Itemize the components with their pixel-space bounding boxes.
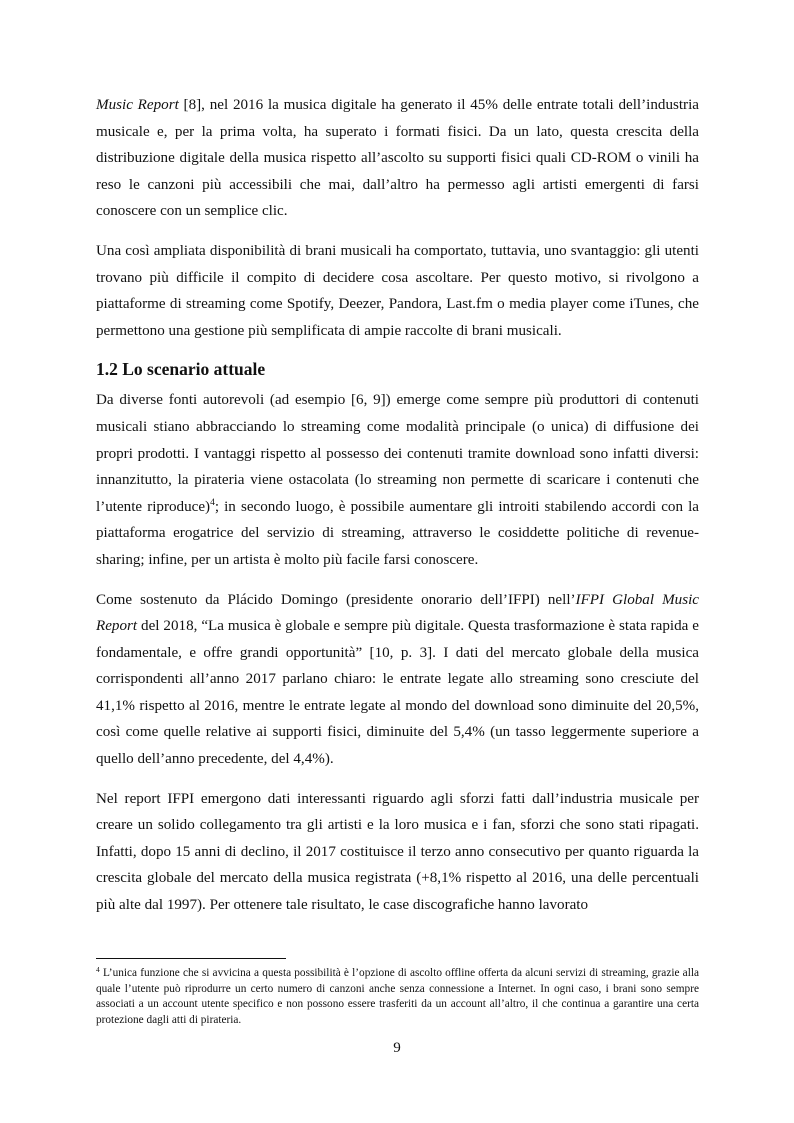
italic-title: Music Report [96,97,179,113]
page-body [96,92,699,932]
footnote-divider [96,958,286,959]
footnote-text: L’unica funzione che si avvicina a questa possibilità è l’opzione di ascolto offline offerta da alcuni servizi di streaming, grazie alla quale l’utente può riprodurre un certo numero di canzoni anche senza connessione a Internet. In ogni caso, i brani sono sempre associati a un account utente specifico e non possono essere trasferiti da un account all’altro, il che continua a garantire una certa protezione dagli atti di pirateria. [96,967,699,1026]
footnote-reference[interactable]: 4 [210,497,215,508]
paragraph-4 [96,587,699,773]
paragraph-4-text-b: del 2018, “La musica è globale e sempre più digitale. Questa trasformazione è stata rapida e fondamentale, e offre grandi opportunità” [10, p. 3]. I dati del mercato globale della musica corrispondenti all’anno 2017 parlano chiaro: le entrate legate allo streaming sono cresciute del 41,1% rispetto al 2016, mentre le entrate legate al mondo del download sono diminuite del 20,5%, così come quelle relative ai supporti fisici, diminuite del 5,4% (un tasso leggermente superiore a quello dell’anno precedente, del 4,4%). [96,618,699,768]
section-title: 1.2 Lo scenario attuale [96,359,266,380]
paragraph-1 [96,92,699,225]
footnote [96,966,699,1028]
footnote-number: 4 [96,965,100,974]
paragraph-3-text-b: ; in secondo luogo, è possibile aumentare gli introiti stabilendo accordi con la piattaforma erogatrice del servizio di streaming, attraverso le cosiddette politiche di revenue-sharing; infine, per un artista è molto più facile farsi conoscere. [96,498,699,568]
paragraph-4-text-a: Come sostenuto da Plácido Domingo (presidente onorario dell’IFPI) nell’ [96,591,576,608]
paragraph-5: Nel report IFPI emergono dati interessanti riguardo agli sforzi fatti dall’industria musicale per creare un solido collegamento tra gli artisti e la loro musica e i fan, sforzi che sono stati ripagati. Infatti, dopo 15 anni di declino, il 2017 costituisce il terzo anno consecutivo per quanto riguarda la crescita globale del mercato della musica registrata (+8,1% rispetto al 2016, una delle percentuali più alte dal 1997). Per ottenere tale risultato, le case discografiche hanno lavorato [96,790,699,914]
paragraph-2: Una così ampliata disponibilità di brani musicali ha comportato, tuttavia, uno svantaggio: gli utenti trovano più difficile il compito di decidere cosa ascoltare. Per questo motivo, si rivolgono a piattaforme di streaming come Spotify, Deezer, Pandora, Last.fm o media player come iTunes, che permettono una gestione più semplificata di ampie raccolte di brani musicali. [96,242,699,339]
page-number: 9 [393,1040,401,1056]
italic-report-title: IFPI Global Music Report [96,591,699,635]
paragraph-3 [96,387,699,573]
paragraph-3-text-a: Da diverse fonti autorevoli (ad esempio [6, 9]) emerge come sempre più produttori di contenuti musicali stiano abbracciando lo streaming come modalità principale (o unica) di diffusione dei propri prodotti. I vantaggi rispetto al possesso dei contenuti tramite download sono infatti diversi: innanzitutto, la pirateria viene ostacolata (lo streaming non permette di scaricare i contenuti che l’utente riproduce) [96,392,699,515]
paragraph-1-text: [8], nel 2016 la musica digitale ha generato il 45% delle entrate totali dell’industria musicale e, per la prima volta, ha superato i formati fisici. Da un lato, questa crescita della distribuzione digitale della musica rispetto all’ascolto su supporti fisici quali CD-ROM o vinili ha reso le canzoni più accessibili che mai, dall’altro ha permesso agli artisti emergenti di farsi conoscere con un semplice clic. [96,97,699,220]
